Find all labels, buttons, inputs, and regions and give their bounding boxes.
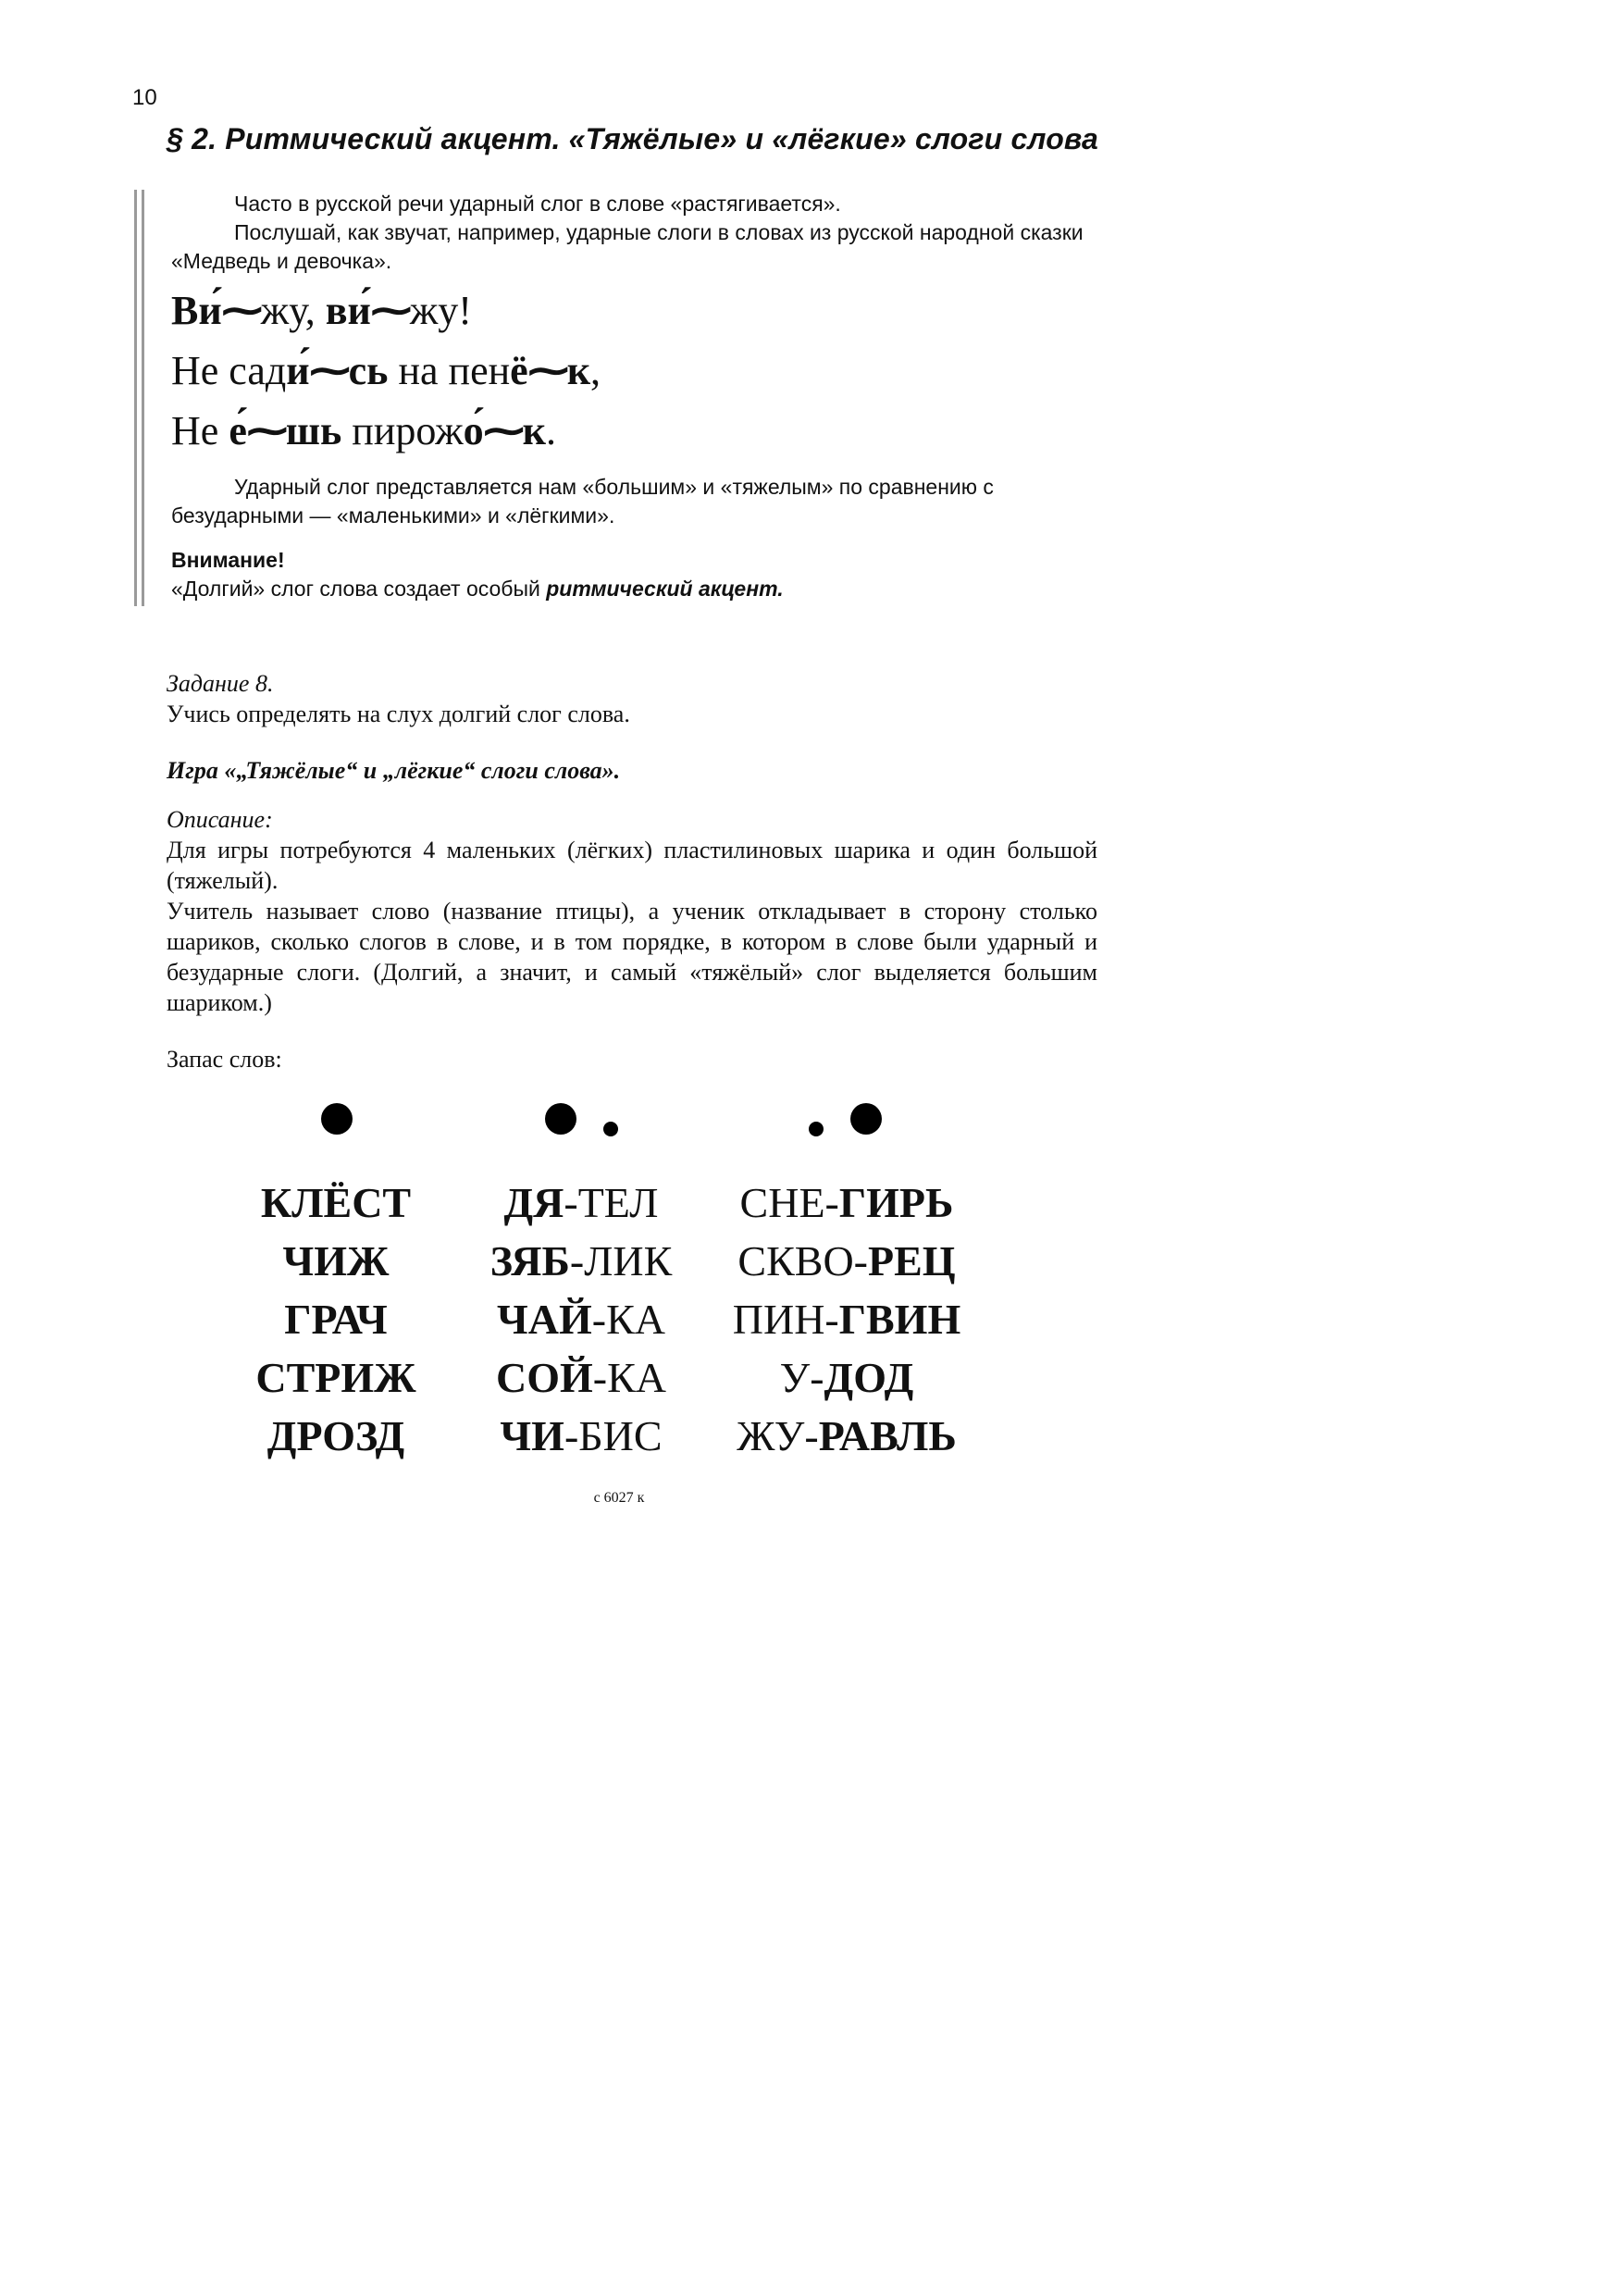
game-block xyxy=(167,755,1097,1018)
attention-block xyxy=(171,546,1096,603)
game-title: Игра «„Тяжёлые“ и „лёгкие“ слоги слова». xyxy=(167,757,621,784)
lengthening-mark: ⁓ xyxy=(527,348,567,393)
stressed-syllable: Ви́ xyxy=(171,288,222,333)
word-item: СТРИЖ xyxy=(255,1354,416,1401)
lengthening-mark: ⁓ xyxy=(246,408,286,453)
lengthening-mark: ⁓ xyxy=(221,288,261,333)
small-ball-icon xyxy=(809,1122,824,1136)
small-ball-icon xyxy=(603,1122,618,1136)
verse-line-1 xyxy=(171,287,472,334)
attention-emphasis: ритмический акцент. xyxy=(546,577,784,601)
syllable: Не сад xyxy=(171,348,287,393)
verse-line-3 xyxy=(171,407,556,454)
syllable: Не xyxy=(171,408,229,453)
word-item: ЧАЙ-КА xyxy=(497,1296,665,1343)
margin-rule xyxy=(134,190,137,606)
stressed-syllable: к xyxy=(566,348,591,393)
stock-label: Запас слов: xyxy=(167,1046,282,1073)
word-item: ДЯ-ТЕЛ xyxy=(503,1179,659,1226)
word-item: ДРОЗД xyxy=(266,1412,405,1459)
word-column-big-small xyxy=(442,1173,720,1465)
word-item: ГРАЧ xyxy=(284,1296,388,1343)
syllable: жу! xyxy=(409,288,472,333)
syllable: жу, xyxy=(260,288,326,333)
attention-text xyxy=(171,575,1096,603)
task-text: Учись определять на слух долгий слог слова. xyxy=(167,701,630,727)
stressed-syllable: и́ xyxy=(286,348,310,393)
stressed-syllable: е́ xyxy=(229,408,247,453)
stressed-syllable: шь xyxy=(285,408,342,453)
accent-paragraph: Ударный слог представляется нам «большим» и «тяжелым» по сравнению с безударными — «маленькими» и «лёгкими». xyxy=(171,475,994,527)
word-item: КЛЁСТ xyxy=(260,1179,412,1226)
word-item: ЧИЖ xyxy=(282,1237,390,1285)
margin-rule xyxy=(142,190,144,606)
syllable: на пен xyxy=(388,348,511,393)
accent-text xyxy=(171,473,1096,530)
game-description-label: Описание: xyxy=(167,806,273,833)
stressed-syllable: ё xyxy=(510,348,528,393)
syllable: пирож xyxy=(341,408,464,453)
word-item: ПИН-ГВИН xyxy=(732,1296,961,1343)
stressed-syllable: сь xyxy=(348,348,389,393)
lengthening-mark: ⁓ xyxy=(483,408,523,453)
word-item: ЖУ-РАВЛЬ xyxy=(737,1412,957,1459)
word-item: ЗЯБ-ЛИК xyxy=(489,1237,673,1285)
lengthening-mark: ⁓ xyxy=(370,288,410,333)
intro-box xyxy=(134,190,1096,606)
stressed-syllable: ви́ xyxy=(325,288,371,333)
big-ball-icon xyxy=(321,1103,353,1135)
task-block xyxy=(167,668,1097,729)
big-ball-icon xyxy=(850,1103,882,1135)
word-item: ЧИ-БИС xyxy=(500,1412,663,1459)
game-paragraph: Учитель называет слово (название птицы), а ученик откладывает в сторону столько шариков, сколько слогов в слове, и в том порядке, в котором в слове были ударный и безударные слоги. (Долгий, а значит, и самый «тяжёлый» слог выделяется большим шариком.) xyxy=(167,898,1097,1016)
section-title: § 2. Ритмический акцент. «Тяжёлые» и «лёгкие» слоги слова xyxy=(167,122,1099,155)
stressed-syllable: о́ xyxy=(463,408,484,453)
lengthening-mark: ⁓ xyxy=(309,348,349,393)
intro-text xyxy=(171,190,1096,276)
game-paragraph: Для игры потребуются 4 маленьких (лёгких) пластилиновых шарика и один большой (тяжелый). xyxy=(167,837,1097,894)
syllable: . xyxy=(546,408,557,453)
attention-text-plain: «Долгий» слог слова создает особый xyxy=(171,577,547,601)
intro-paragraph: Послушай, как звучат, например, ударные слоги в словах из русской народной сказки «Медведь и девочка». xyxy=(171,220,1084,273)
intro-paragraph: Часто в русской речи ударный слог в слове «растягивается». xyxy=(234,192,841,216)
stressed-syllable: к xyxy=(522,408,547,453)
word-item: СНЕ-ГИРЬ xyxy=(739,1179,954,1226)
attention-heading: Внимание! xyxy=(171,548,285,572)
task-label: Задание 8. xyxy=(167,670,274,697)
word-column-small-big xyxy=(708,1173,985,1465)
syllable-dots xyxy=(0,1099,1623,1155)
word-item: СОЙ-КА xyxy=(495,1354,666,1401)
footer-mark: с 6027 к xyxy=(593,1490,645,1506)
word-column-big xyxy=(197,1173,475,1465)
page-number: 10 xyxy=(132,85,157,110)
word-item: СКВО-РЕЦ xyxy=(737,1237,956,1285)
syllable: , xyxy=(590,348,601,393)
verse-line-2 xyxy=(171,347,601,394)
big-ball-icon xyxy=(545,1103,576,1135)
word-item: У-ДОД xyxy=(779,1354,914,1401)
